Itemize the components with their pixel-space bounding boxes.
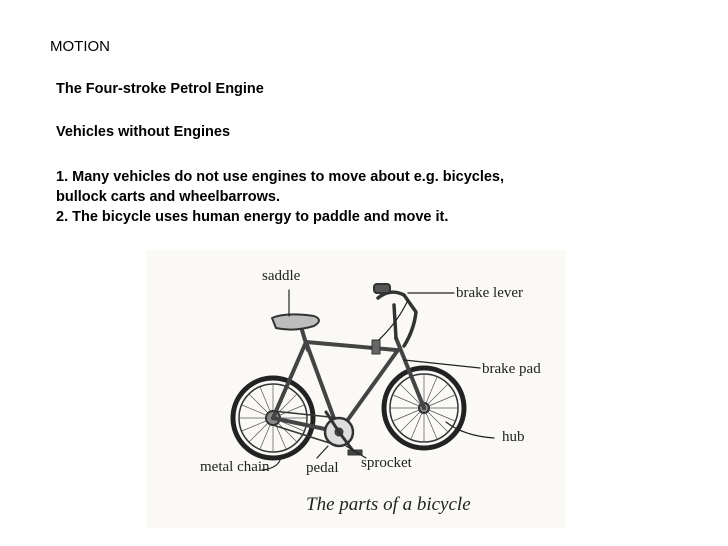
- label-hub: hub: [502, 429, 525, 445]
- label-pedal: pedal: [306, 460, 339, 476]
- section-heading: Vehicles without Engines: [56, 124, 231, 140]
- engine-subtitle: The Four-stroke Petrol Engine: [56, 81, 264, 97]
- label-saddle: saddle: [262, 268, 301, 284]
- point-line-3: 2. The bicycle uses human energy to paddle and move it.: [56, 209, 449, 225]
- label-metal-chain: metal chain: [200, 459, 270, 475]
- label-brake-lever: brake lever: [456, 285, 524, 301]
- point-line-1: 1. Many vehicles do not use engines to move about e.g. bicycles,: [56, 169, 505, 185]
- points-list: [56, 167, 504, 227]
- page-title: MOTION: [50, 38, 110, 55]
- saddle-shape: [272, 314, 319, 329]
- point-line-2: bullock carts and wheelbarrows.: [56, 189, 281, 205]
- bicycle-frame: [273, 330, 424, 432]
- label-sprocket: sprocket: [361, 455, 412, 471]
- figure-caption: The parts of a bicycle: [306, 494, 471, 515]
- bicycle-figure: [146, 250, 566, 528]
- label-brake-pad: brake pad: [482, 361, 541, 377]
